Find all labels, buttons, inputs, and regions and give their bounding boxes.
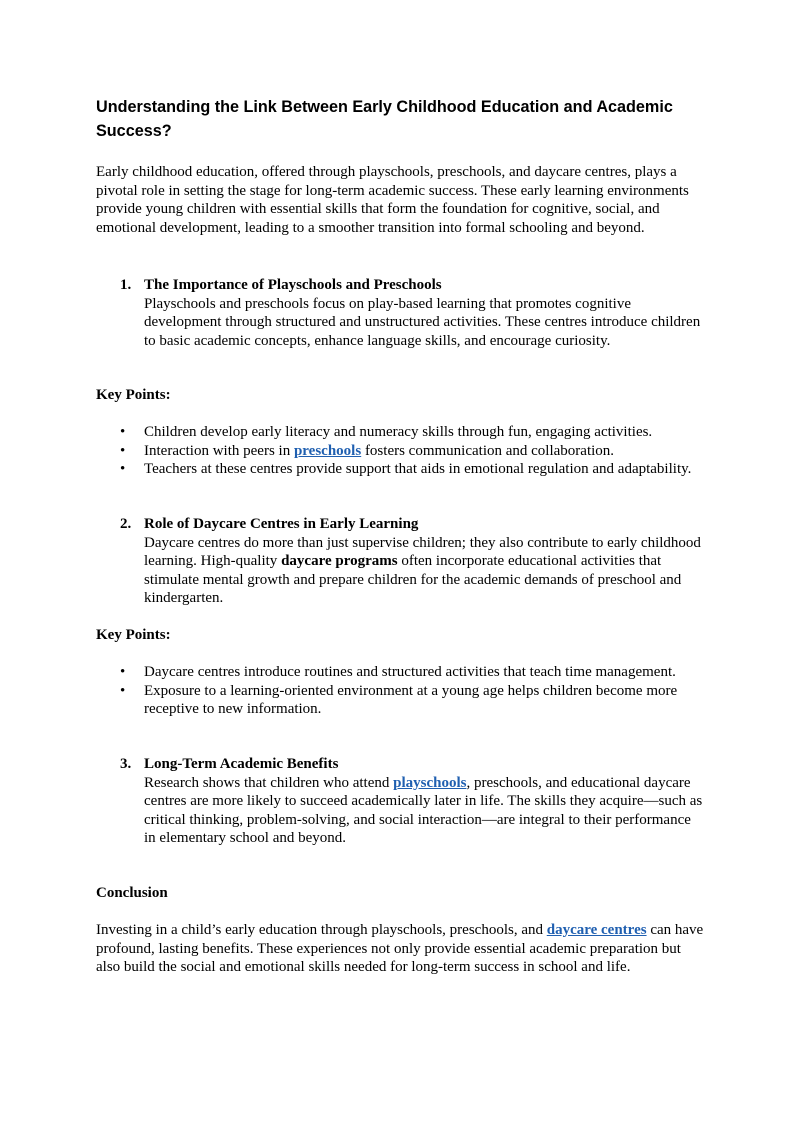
list-item-text: Teachers at these centres provide support that aids in emotional regulation and adaptability. <box>144 461 692 477</box>
preschools-link[interactable]: preschools <box>293 442 362 459</box>
bullet-icon: • <box>120 424 126 440</box>
paragraph-text: Research shows that children who attend <box>144 774 394 791</box>
list-item <box>120 442 706 461</box>
conclusion-heading: Conclusion <box>96 885 168 901</box>
daycare-programs-bold: daycare programs <box>281 553 398 569</box>
list-item <box>120 682 706 719</box>
list-item-text: Children develop early literacy and numeracy skills through fun, engaging activities. <box>144 424 653 440</box>
list-item <box>120 460 706 479</box>
section-heading: Role of Daycare Centres in Early Learning <box>144 516 419 532</box>
page-title: Understanding the Link Between Early Childhood Education and Academic Success? <box>96 98 673 140</box>
list-item <box>120 423 706 442</box>
key-points-list-1 <box>120 423 706 479</box>
section-paragraph <box>144 534 706 608</box>
paragraph-text: , preschools, and educational daycare centres are more likely to succeed academically later in life. The skills they acquire—such as critical thinking, problem-solving, and social interaction—are integral to their performance in elementary school and beyond. <box>144 774 703 846</box>
daycare-centres-link[interactable]: daycare centres <box>546 922 647 938</box>
bullet-icon: • <box>120 682 126 699</box>
key-points-list-2 <box>120 663 706 719</box>
section-playschools-preschools <box>120 276 706 350</box>
list-item-text: Exposure to a learning-oriented environment at a young age helps children become more receptive to new information. <box>144 682 678 717</box>
section-number: 3. <box>120 756 132 772</box>
paragraph-text: often incorporate educational activities that stimulate mental growth and prepare children for the academic demands of preschool and kindergarten. <box>144 553 682 606</box>
conclusion-paragraph <box>96 921 706 977</box>
section-long-term-benefits <box>120 755 706 848</box>
bullet-icon: • <box>120 442 126 459</box>
section-paragraph <box>144 774 706 848</box>
intro-paragraph: Early childhood education, offered through playschools, preschools, and daycare centres, plays a pivotal role in setting the stage for long-term academic success. These early learning environments provide young children with essential skills that form the foundation for cognitive, social, and emotional development, leading to a smoother transition into formal schooling and beyond. <box>96 164 689 236</box>
paragraph-text: Daycare centres do more than just supervise children; they also contribute to early childhood learning. High-quality <box>144 534 701 569</box>
section-heading: Long-Term Academic Benefits <box>144 756 339 772</box>
section-paragraph: Playschools and preschools focus on play-based learning that promotes cognitive development through structured and unstructured activities. These centres introduce children to basic academic concepts, enhance language skills, and encourage curiosity. <box>144 295 701 349</box>
list-item-text: Daycare centres introduce routines and structured activities that teach time management. <box>144 664 676 680</box>
bullet-icon: • <box>120 461 126 477</box>
section-number: 2. <box>120 516 132 532</box>
list-item-text: fosters communication and collaboration. <box>361 442 615 459</box>
section-daycare-centres <box>120 515 706 608</box>
key-points-heading: Key Points: <box>96 387 171 403</box>
paragraph-text: can have profound, lasting benefits. These experiences not only provide essential academic preparation but also build the social and emotional skills needed for long-term success in school and life. <box>96 922 704 975</box>
playschools-link[interactable]: playschools <box>393 774 467 791</box>
paragraph-text: Investing in a child’s early education through playschools, preschools, and <box>96 922 547 938</box>
section-number: 1. <box>120 277 132 293</box>
bullet-icon: • <box>120 664 126 680</box>
list-item-text: Interaction with peers in <box>144 442 294 459</box>
list-item <box>120 663 706 682</box>
section-heading: The Importance of Playschools and Preschools <box>144 277 442 293</box>
key-points-heading: Key Points: <box>96 627 171 643</box>
